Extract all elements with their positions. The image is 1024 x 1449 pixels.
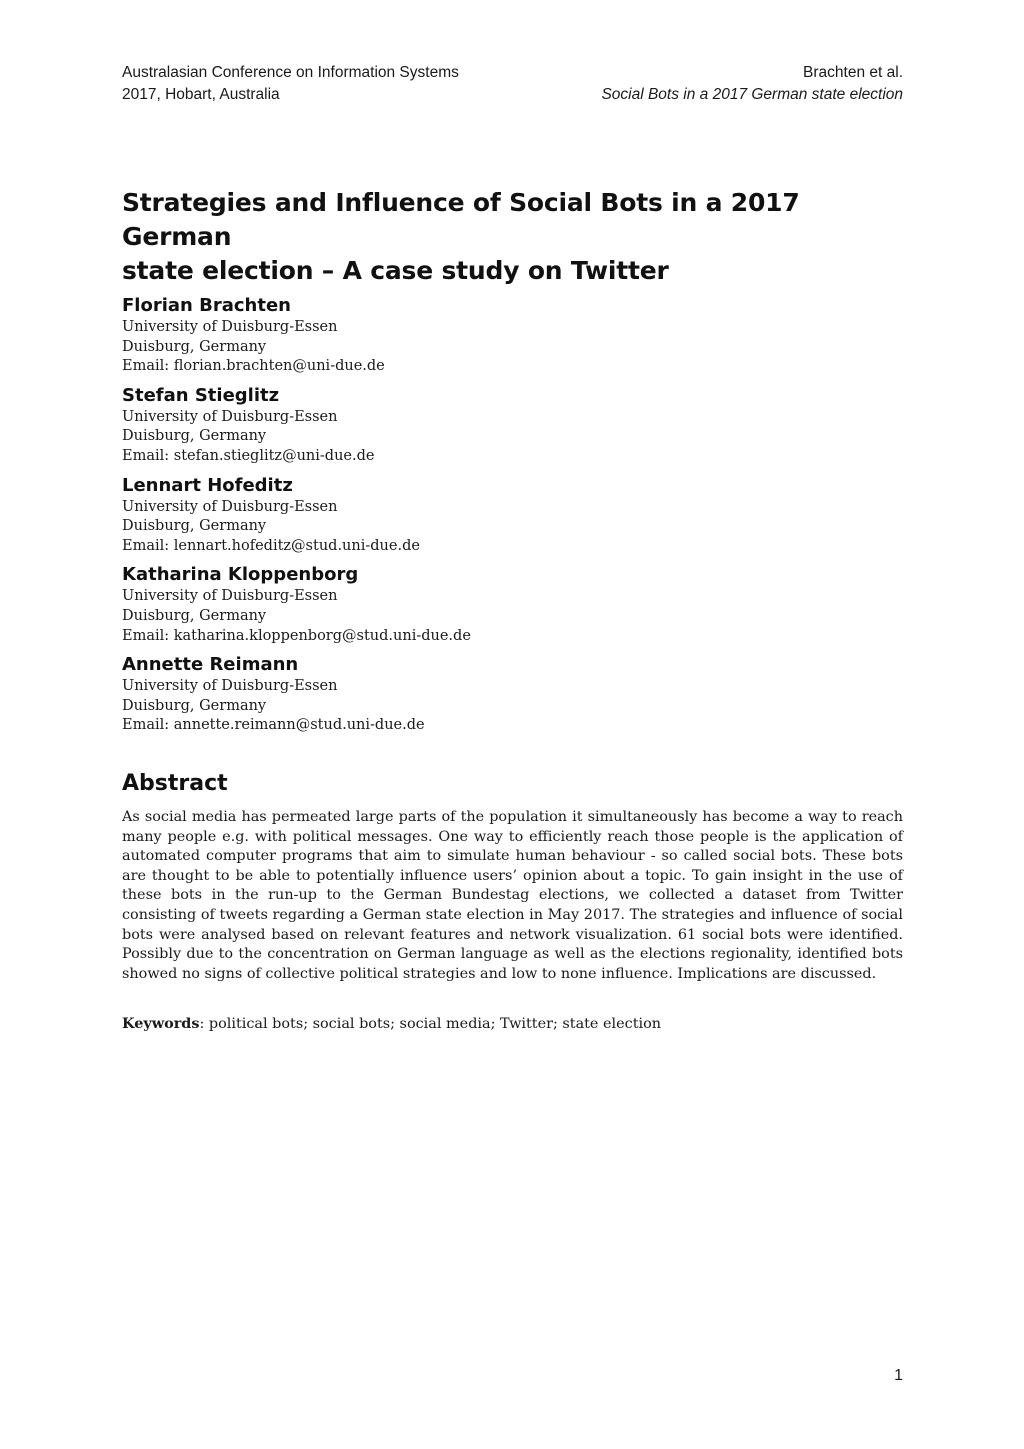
author-location: Duisburg, Germany bbox=[122, 338, 267, 355]
author-location: Duisburg, Germany bbox=[122, 428, 267, 445]
paper-title-line-1: Strategies and Influence of Social Bots in a 2017 German bbox=[122, 188, 800, 251]
author-list bbox=[122, 295, 902, 744]
paper-title bbox=[122, 186, 912, 288]
author-email: Email: stefan.stieglitz@uni-due.de bbox=[122, 447, 375, 464]
author-name: Lennart Hofeditz bbox=[122, 474, 293, 496]
abstract-heading: Abstract bbox=[122, 771, 228, 796]
header-paper-info bbox=[601, 62, 903, 106]
header-conference-location: 2017, Hobart, Australia bbox=[122, 86, 280, 103]
author-email: Email: annette.reimann@stud.uni-due.de bbox=[122, 717, 425, 734]
keywords-line bbox=[122, 1014, 903, 1035]
author-name: Katharina Kloppenborg bbox=[122, 564, 359, 586]
author-affiliation: University of Duisburg-Essen bbox=[122, 498, 338, 515]
author-location: Duisburg, Germany bbox=[122, 518, 267, 535]
header-conference-name: Australasian Conference on Information Systems bbox=[122, 64, 459, 81]
author-affiliation: University of Duisburg-Essen bbox=[122, 408, 338, 425]
header-authors-short: Brachten et al. bbox=[803, 64, 903, 81]
author-name: Annette Reimann bbox=[122, 654, 299, 676]
author-email: Email: lennart.hofeditz@stud.uni-due.de bbox=[122, 537, 420, 554]
author-block bbox=[122, 475, 902, 557]
abstract-body: As social media has permeated large parts of the population it simultaneously has become a way to reach many people e.g. with political messages. One way to efficiently reach those people is the application of automated computer programs that aim to simulate human behaviour - so called social bots. These bots are thought to be able to potentially influence users’ opinion about a topic. To gain insight in the use of these bots in the run-up to the German Bundestag elections, we collected a dataset from Twitter consisting of tweets regarding a German state election in May 2017. The strategies and influence of social bots were analysed based on relevant features and network visualization. 61 social bots were identified. Possibly due to the concentration on German language as well as the elections regionality, identified bots showed no signs of collective political strategies and low to none influence. Implications are discussed. bbox=[122, 809, 903, 982]
author-location: Duisburg, Germany bbox=[122, 697, 267, 714]
page-number: 1 bbox=[894, 1367, 903, 1384]
author-block bbox=[122, 654, 902, 736]
author-block bbox=[122, 385, 902, 467]
author-affiliation: University of Duisburg-Essen bbox=[122, 588, 338, 605]
author-location: Duisburg, Germany bbox=[122, 607, 267, 624]
author-name: Florian Brachten bbox=[122, 295, 291, 316]
author-name: Stefan Stieglitz bbox=[122, 384, 280, 406]
header-conference bbox=[122, 62, 459, 106]
author-email: Email: florian.brachten@uni-due.de bbox=[122, 358, 385, 375]
keywords-text: : political bots; social bots; social media; Twitter; state election bbox=[199, 1016, 662, 1032]
author-affiliation: University of Duisburg-Essen bbox=[122, 678, 338, 695]
header-short-title: Social Bots in a 2017 German state election bbox=[601, 86, 903, 103]
keywords-label: Keywords bbox=[122, 1015, 200, 1032]
author-block bbox=[122, 295, 902, 377]
paper-title-line-2: state election – A case study on Twitter bbox=[122, 256, 669, 285]
author-affiliation: University of Duisburg-Essen bbox=[122, 319, 338, 335]
author-block bbox=[122, 564, 902, 646]
author-email: Email: katharina.kloppenborg@stud.uni-due.de bbox=[122, 627, 471, 644]
